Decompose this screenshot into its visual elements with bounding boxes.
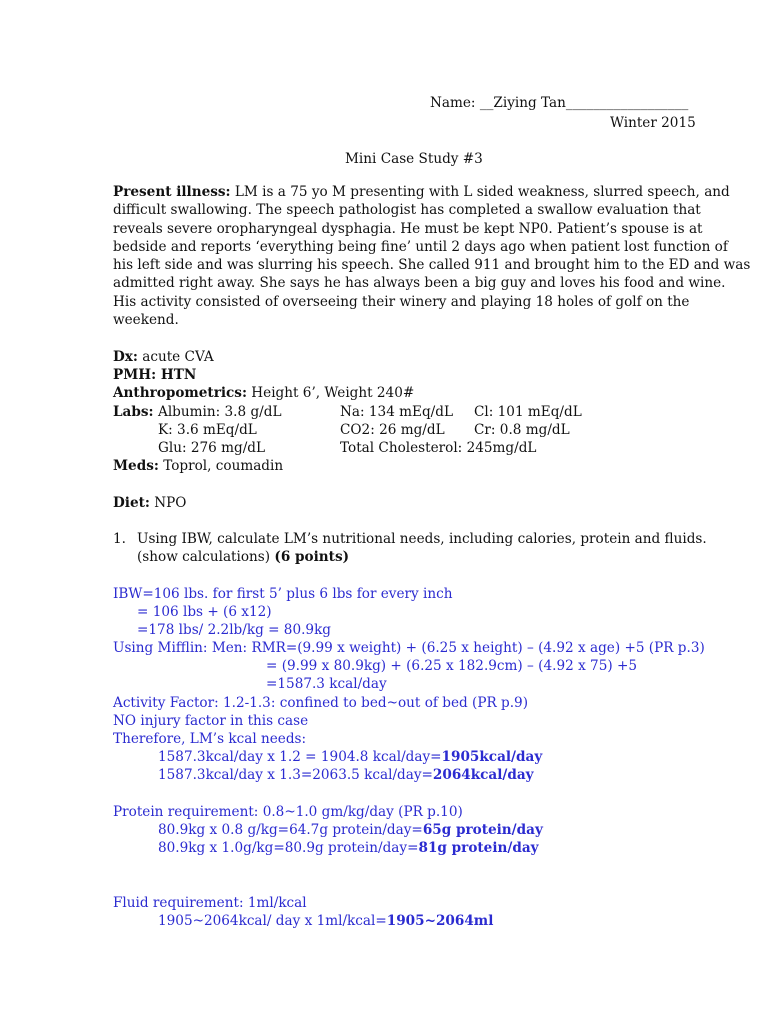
present-illness-paragraph	[113, 183, 751, 329]
mifflin-line-2: = (9.99 x 80.9kg) + (6.25 x 182.9cm) – (4.92 x 75) +5	[266, 658, 638, 674]
fluid-requirement-line: Fluid requirement: 1ml/kcal	[113, 895, 307, 911]
injury-factor-line: NO injury factor in this case	[113, 713, 309, 729]
document-title: Mini Case Study #3	[345, 151, 483, 167]
activity-factor-line: Activity Factor: 1.2-1.3: confined to bed~out of bed (PR p.9)	[113, 695, 528, 711]
lab-potassium: K: 3.6 mEq/dL	[158, 422, 257, 438]
kcal-needs-heading: Therefore, LM’s kcal needs:	[113, 731, 307, 747]
present-illness-line-8: weekend.	[113, 312, 179, 329]
pmh-line: PMH: HTN	[113, 367, 197, 383]
present-illness-line-4: bedside and reports ‘everything being fine’ until 2 days ago when patient lost function of	[113, 238, 728, 255]
lab-total-cholesterol: Total Cholesterol: 245mg/dL	[340, 440, 537, 456]
question-number: 1.	[113, 531, 126, 547]
term-label: Winter 2015	[610, 115, 696, 131]
lab-albumin: Albumin: 3.8 g/dL	[158, 404, 282, 420]
lab-chloride: Cl: 101 mEq/dL	[474, 404, 582, 420]
ibw-line-2: = 106 lbs + (6 x12)	[137, 604, 272, 620]
lab-creatinine: Cr: 0.8 mg/dL	[474, 422, 570, 438]
protein-calc-2: 80.9kg x 1.0g/kg=80.9g protein/day=81g protein/day	[158, 840, 539, 856]
fluid-calc-1: 1905~2064kcal/ day x 1ml/kcal=1905~2064ml	[158, 913, 494, 929]
present-illness-label: Present illness:	[113, 184, 231, 200]
mifflin-line-1: Using Mifflin: Men: RMR=(9.99 x weight) + (6.25 x height) – (4.92 x age) +5 (PR p.3)	[113, 640, 705, 656]
present-illness-line-5: his left side and was slurring his speech. She called 911 and brought him to the ED and was	[113, 257, 751, 274]
labs-label: Labs:	[113, 404, 154, 420]
present-illness-line-6: admitted right away. She says he has always been a big guy and loves his food and wine.	[113, 275, 726, 292]
name-line: Name: __Ziying Tan__________________	[430, 95, 689, 111]
protein-requirement-line: Protein requirement: 0.8~1.0 gm/kg/day (PR p.10)	[113, 804, 463, 820]
anthropometrics-line: Anthropometrics: Height 6’, Weight 240#	[113, 385, 415, 401]
lab-sodium: Na: 134 mEq/dL	[340, 404, 453, 420]
question-text-line-2: (show calculations) (6 points)	[137, 549, 350, 565]
protein-calc-1: 80.9kg x 0.8 g/kg=64.7g protein/day=65g protein/day	[158, 822, 543, 838]
lab-co2: CO2: 26 mg/dL	[340, 422, 445, 438]
question-points: (6 points)	[274, 549, 350, 565]
lab-glucose: Glu: 276 mg/dL	[158, 440, 266, 456]
kcal-calc-2: 1587.3kcal/day x 1.3=2063.5 kcal/day=2064kcal/day	[158, 767, 534, 783]
present-illness-line-2: difficult swallowing. The speech pathologist has completed a swallow evaluation that	[113, 202, 701, 219]
ibw-line-1: IBW=106 lbs. for first 5’ plus 6 lbs for every inch	[113, 586, 453, 602]
diet-line: Diet: NPO	[113, 495, 187, 511]
kcal-calc-1: 1587.3kcal/day x 1.2 = 1904.8 kcal/day=1905kcal/day	[158, 749, 543, 765]
present-illness-line-1: Present illness: LM is a 75 yo M presenting with L sided weakness, slurred speech, and	[113, 184, 730, 200]
ibw-line-3: =178 lbs/ 2.2lb/kg = 80.9kg	[137, 622, 332, 638]
meds-line: Meds: Toprol, coumadin	[113, 458, 284, 474]
question-text-line-1: Using IBW, calculate LM’s nutritional needs, including calories, protein and fluids.	[137, 531, 707, 547]
present-illness-line-3: reveals severe oropharyngeal dysphagia. He must be kept NP0. Patient’s spouse is at	[113, 220, 703, 237]
mifflin-line-3: =1587.3 kcal/day	[266, 676, 387, 692]
present-illness-line-7: His activity consisted of overseeing their winery and playing 18 holes of golf on the	[113, 293, 690, 310]
dx-line: Dx: acute CVA	[113, 349, 214, 365]
